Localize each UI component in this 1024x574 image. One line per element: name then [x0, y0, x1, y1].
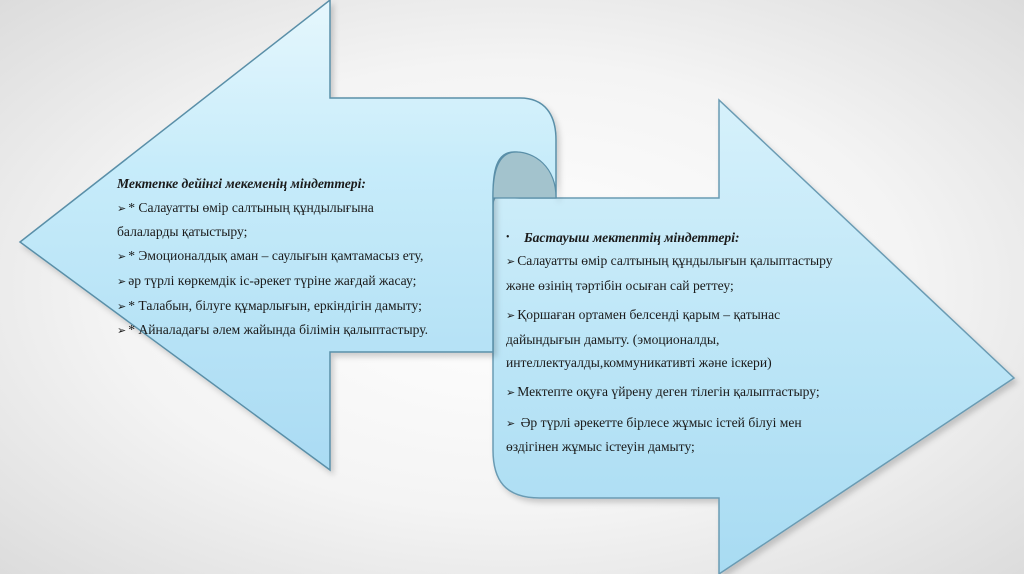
right-list-item: интеллектуалды,коммуникативті және іскери) [506, 355, 772, 371]
arrow-bullet-icon: ➢ [117, 324, 127, 338]
arrow-bullet-icon: ➢ [117, 299, 127, 313]
right-list-item: дайындығын дамыту. (эмоционалды, [506, 331, 720, 347]
bullet-dot-icon: • [506, 232, 510, 243]
arrow-bullet-icon: ➢ [117, 250, 127, 264]
arrow-bullet-icon: ➢ [506, 309, 516, 323]
left-panel-heading: Мектепке дейінгі мекеменің міндеттері: [117, 176, 366, 191]
right-list-item: ➢ Әр түрлі әрекетте бірлесе жұмыс істей білуі мен [506, 414, 802, 430]
arrow-bullet-icon: ➢ [506, 255, 516, 269]
left-list-item: ➢ * Талабын, білуге құмарлығын, еркіндігін дамыту; [117, 297, 422, 313]
left-list-item: ➢ әр түрлі көркемдік іс-әрекет түріне жағдай жасау; [117, 272, 417, 288]
arrow-bullet-icon: ➢ [117, 201, 127, 215]
arrow-bullet-icon: ➢ [117, 274, 127, 288]
left-list-item: балаларды қатыстыру; [117, 224, 248, 240]
left-list-item: ➢ * Эмоционалдық аман – саулығын қамтамасыз ету, [117, 248, 424, 264]
right-list-item: ➢ Салауатты өмір салтының құндылығын қалыптастыру [506, 253, 833, 269]
left-list-item: ➢ * Айналадағы әлем жайында білімін қалыптастыру. [117, 322, 429, 338]
right-list-item: ➢ Мектепте оқуға үйрену деген тілегін қалыптастыру; [506, 384, 820, 400]
left-panel-text [117, 172, 507, 343]
left-list-item: ➢ * Салауатты өмір салтының құндылығына [117, 199, 374, 215]
arrow-bullet-icon: ➢ [506, 386, 516, 400]
right-panel-text [506, 226, 922, 459]
arrow-bullet-icon: ➢ [506, 416, 516, 430]
right-list-item: және өзінің тәртібін осыған сай реттеу; [506, 277, 734, 293]
right-panel-heading: Бастауыш мектептің міндеттері: [524, 230, 740, 245]
right-list-item: ➢ Қоршаған ортамен белсенді қарым – қатынас [506, 307, 781, 323]
right-list-item: өздігінен жұмыс істеуін дамыту; [506, 439, 695, 455]
